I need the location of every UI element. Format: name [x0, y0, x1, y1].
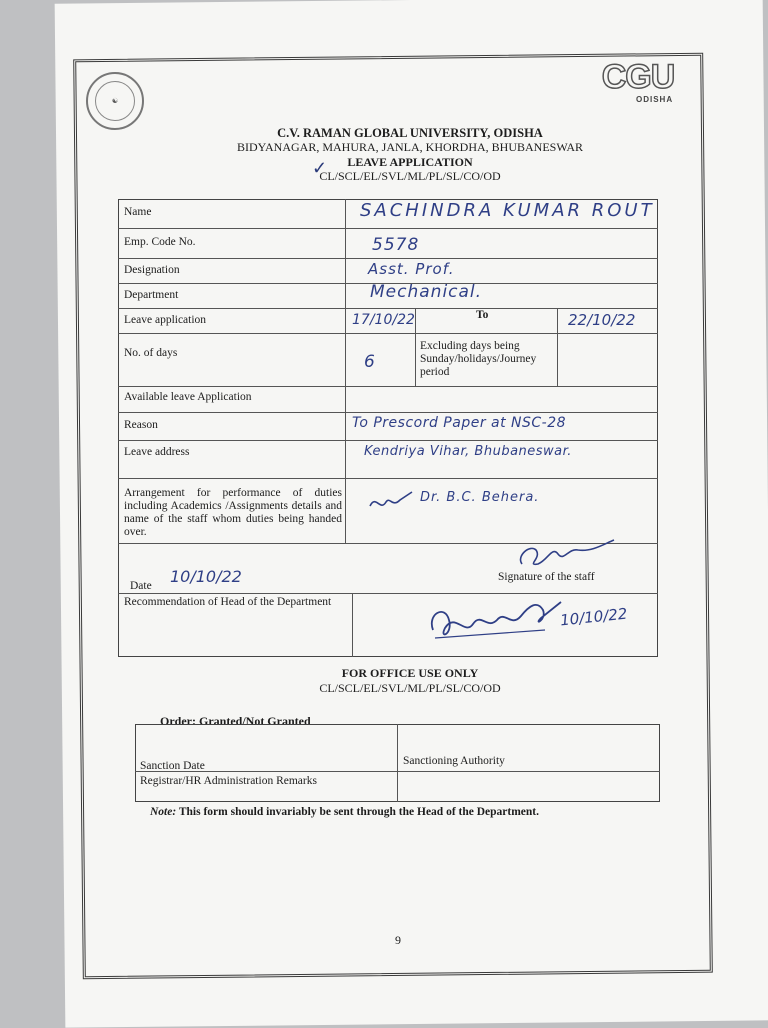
department-value: Mechanical. — [370, 282, 483, 302]
emp-code-label: Emp. Code No. — [124, 236, 196, 248]
arrangement-label: Arrangement for performance of duties including Academics /Assignments details and name of the staff whom duties being handed over. — [124, 487, 342, 538]
department-label: Department — [124, 289, 179, 301]
date-label: Date — [130, 580, 152, 592]
designation-value: Asst. Prof. — [368, 260, 455, 278]
leave-to-value: 22/10/22 — [568, 311, 636, 329]
emp-code-value: 5578 — [372, 235, 420, 255]
staff-signature — [508, 536, 618, 576]
reason-value: To Prescord Paper at NSC-28 — [352, 415, 567, 431]
name-label: Name — [124, 206, 152, 218]
arrangement-initials-signature — [366, 486, 416, 516]
note-prefix: Note: — [150, 806, 177, 818]
excluding-days-label: Excluding days being Sunday/holidays/Journey period — [420, 340, 537, 378]
form-title: LEAVE APPLICATION — [347, 155, 473, 169]
date-value: 10/10/22 — [170, 567, 242, 586]
sanctioning-authority-label: Sanctioning Authority — [403, 755, 505, 767]
leave-address-label: Leave address — [124, 446, 190, 458]
signature-label: Signature of the staff — [498, 571, 595, 583]
leave-from-value: 17/10/22 — [352, 312, 415, 328]
office-leave-types: CL/SCL/EL/SVL/ML/PL/SL/CO/OD — [319, 681, 501, 695]
note-text: This form should invariably be sent through the Head of the Department. — [178, 806, 539, 818]
university-address: BIDYANAGAR, MAHURA, JANLA, KHORDHA, BHUBANESWAR — [236, 140, 583, 154]
checkmark-icon: ✓ — [312, 158, 328, 178]
sanction-date-label: Sanction Date — [140, 760, 205, 772]
cgu-logo-subtitle: ODISHA — [636, 95, 674, 104]
reason-label: Reason — [124, 419, 158, 431]
recommendation-label: Recommendation of Head of the Department — [124, 596, 332, 608]
leave-types: CL/SCL/EL/SVL/ML/PL/SL/CO/OD — [319, 169, 501, 183]
name-value: SACHINDRA KUMAR ROUT — [360, 200, 655, 221]
cgu-logo: CGU — [601, 58, 675, 96]
leave-application-label: Leave application — [124, 314, 207, 326]
page-number: 9 — [395, 933, 401, 947]
hod-signature — [425, 590, 565, 646]
leave-address-value: Kendriya Vihar, Bhubaneswar. — [364, 444, 572, 459]
available-leave-label: Available leave Application — [124, 391, 252, 403]
arrangement-value: Dr. B.C. Behera. — [420, 490, 540, 505]
order-label: Order: Granted/Not Granted — [160, 714, 311, 728]
remarks-label: Registrar/HR Administration Remarks — [140, 775, 317, 787]
footer-note — [150, 806, 539, 818]
office-use-title: FOR OFFICE USE ONLY — [341, 666, 479, 680]
no-of-days-label: No. of days — [124, 347, 178, 359]
hod-date-value: 10/10/22 — [559, 604, 629, 630]
university-name: C.V. RAMAN GLOBAL UNIVERSITY, ODISHA — [277, 126, 543, 140]
designation-label: Designation — [124, 264, 180, 276]
to-label: To — [476, 309, 489, 321]
university-seal-icon: ☯ — [86, 72, 144, 130]
days-value: 6 — [364, 352, 376, 372]
